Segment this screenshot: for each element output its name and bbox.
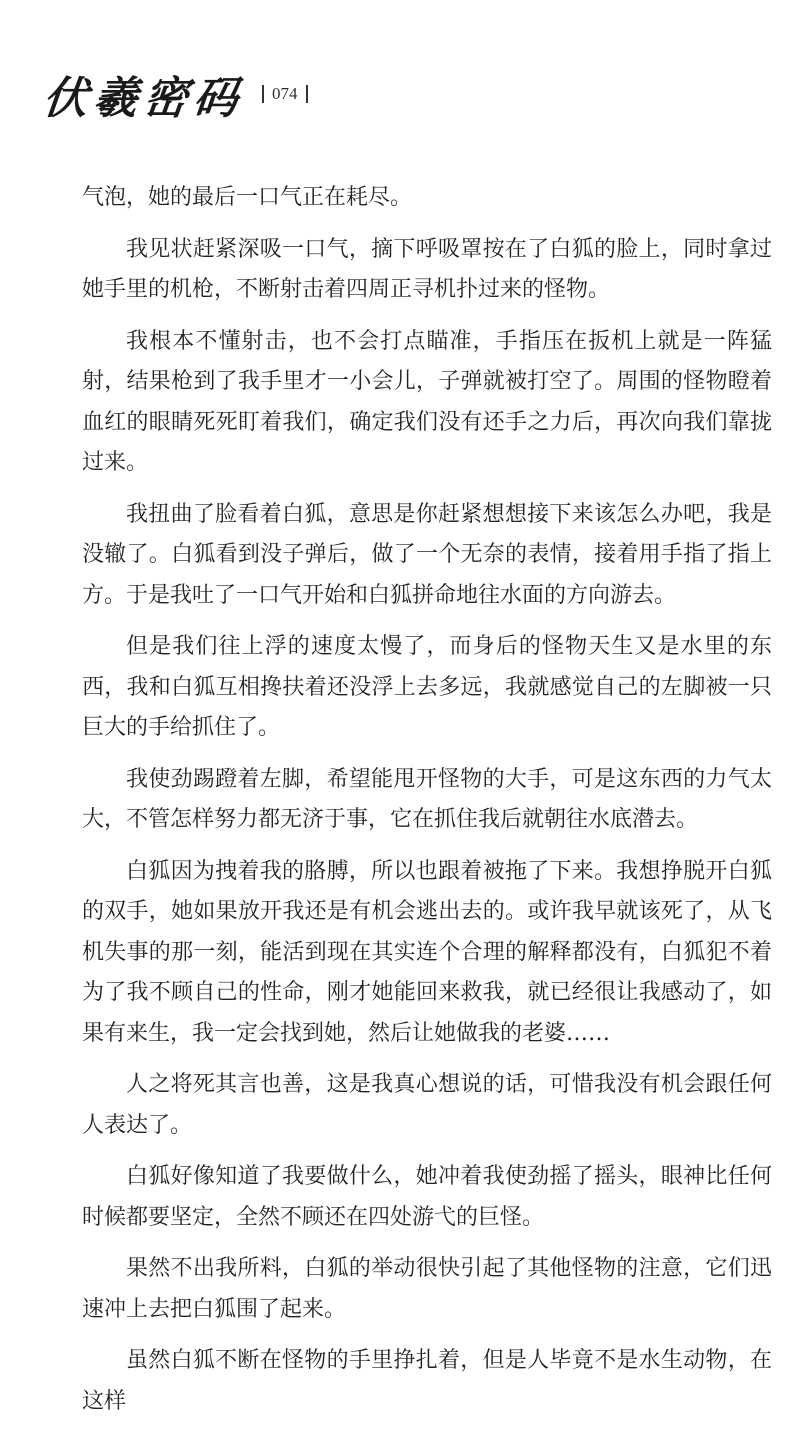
paragraph: 但是我们往上浮的速度太慢了，而身后的怪物天生又是水里的东西，我和白狐互相搀扶着还没浮上去多远，我就感觉自己的左脚被一只巨大的手给抓住了。 xyxy=(82,634,772,740)
page-number-block xyxy=(262,84,308,104)
book-title: 伏羲密码 xyxy=(40,73,247,124)
page-number: 074 xyxy=(272,84,298,103)
page-header xyxy=(40,62,308,126)
paragraph: 白狐好像知道了我要做什么，她冲着我使劲摇了摇头，眼神比任何时候都要坚定，全然不顾还在四处游弋的巨怪。 xyxy=(82,1164,772,1230)
divider xyxy=(262,85,264,103)
paragraph: 我根本不懂射击，也不会打点瞄准，手指压在扳机上就是一阵猛射，结果枪到了我手里才一小会儿，子弹就被打空了。周围的怪物瞪着血红的眼睛死死盯着我们，确定我们没有还手之力后，再次向我们靠拢过来。 xyxy=(82,328,772,475)
divider xyxy=(306,85,308,103)
paragraph: 人之将死其言也善，这是我真心想说的话，可惜我没有机会跟任何人表达了。 xyxy=(82,1072,772,1138)
paragraph: 我扭曲了脸看着白狐，意思是你赶紧想想接下来该怎么办吧，我是没辙了。白狐看到没子弹后，做了一个无奈的表情，接着用手指了指上方。于是我吐了一口气开始和白狐拼命地往水面的方向游去。 xyxy=(82,501,772,608)
paragraph: 气泡，她的最后一口气正在耗尽。 xyxy=(82,185,413,210)
paragraph: 白狐因为拽着我的胳膊，所以也跟着被拖了下来。我想挣脱开白狐的双手，她如果放开我还是有机会逃出去的。或许我早就该死了，从飞机失事的那一刻，能活到现在其实连个合理的解释都没有，白狐犯不着为了我不顾自己的性命，刚才她能回来救我，就已经很让我感动了，如果有来生，我一定会找到她，然后让她做我的老婆…… xyxy=(82,858,772,1046)
paragraph: 我见状赶紧深吸一口气，摘下呼吸罩按在了白狐的脸上，同时拿过她手里的机枪，不断射击着四周正寻机扑过来的怪物。 xyxy=(82,236,772,302)
paragraph: 我使劲踢蹬着左脚，希望能甩开怪物的大手，可是这东西的力气太大，不管怎样努力都无济于事，它在抓住我后就朝往水底潜去。 xyxy=(82,766,772,832)
body-text xyxy=(82,178,772,1433)
paragraph: 虽然白狐不断在怪物的手里挣扎着，但是人毕竟不是水生动物，在这样 xyxy=(82,1348,772,1414)
paragraph: 果然不出我所料，白狐的举动很快引起了其他怪物的注意，它们迅速冲上去把白狐围了起来。 xyxy=(82,1256,772,1322)
